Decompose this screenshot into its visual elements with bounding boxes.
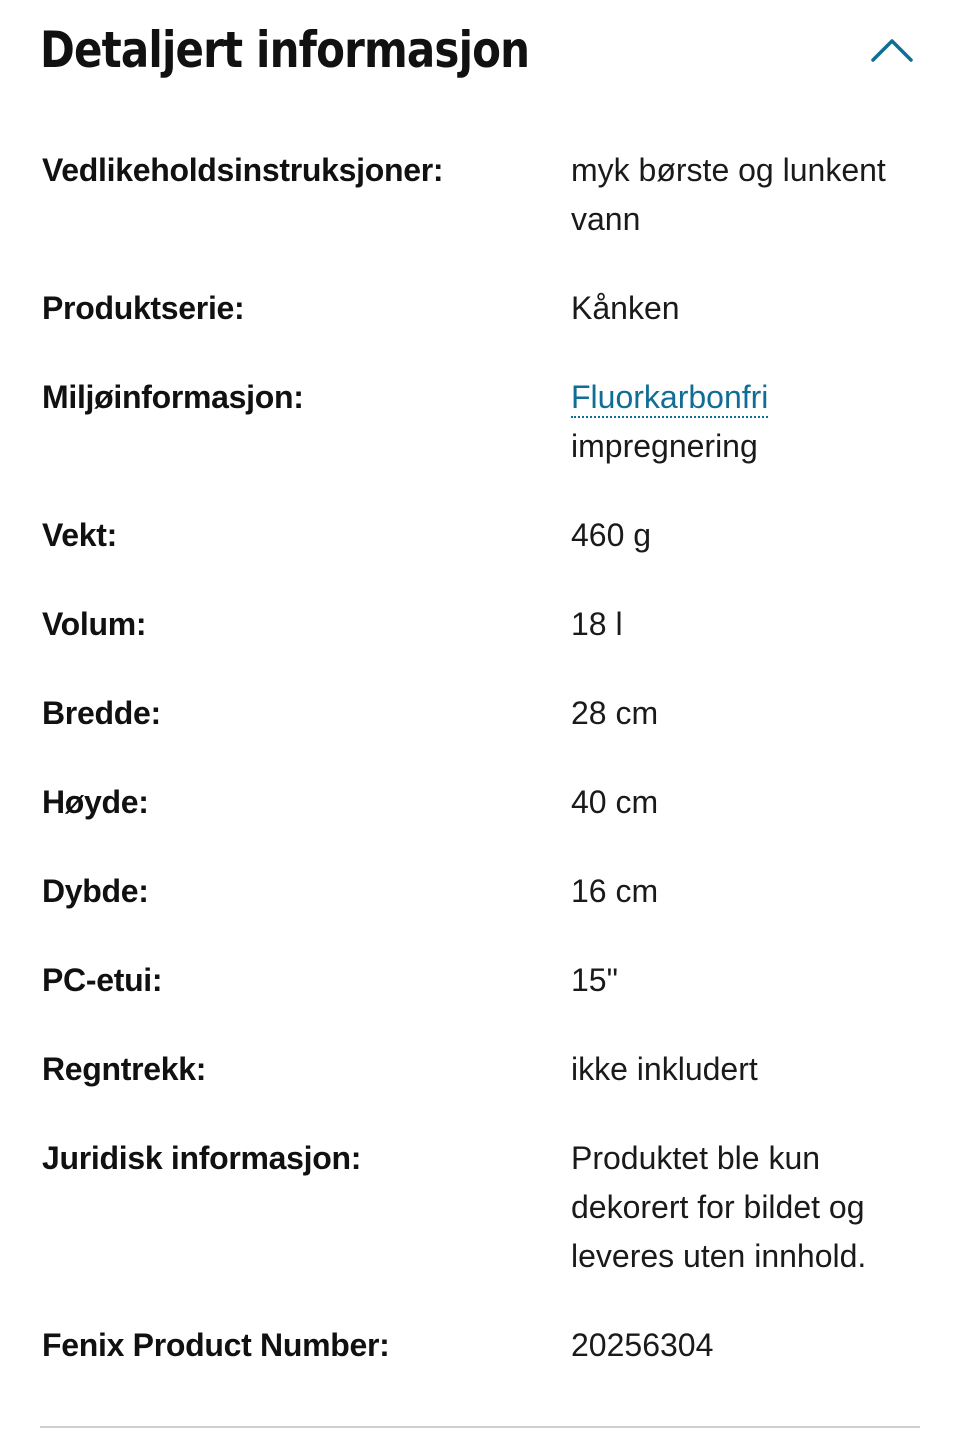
spec-value: 40 cm: [571, 784, 659, 820]
section-title: Detaljert informasjon: [40, 21, 530, 79]
spec-row-environment: [42, 373, 920, 511]
collapse-toggle[interactable]: [868, 26, 916, 74]
spec-value: 18 l: [571, 606, 623, 642]
spec-row-height: [42, 778, 920, 867]
spec-value: 16 cm: [571, 873, 659, 909]
spec-value: 15": [571, 962, 618, 998]
spec-row-series: [42, 284, 920, 373]
spec-value: Produktet ble kun dekorert for bildet og leveres uten innhold.: [571, 1140, 867, 1274]
spec-value: [571, 373, 920, 471]
spec-row-laptop-sleeve: [42, 956, 920, 1045]
spec-row-depth: [42, 867, 920, 956]
spec-row-weight: [42, 511, 920, 600]
spec-label: Vekt:: [42, 517, 117, 553]
spec-value-text: impregnering: [571, 428, 758, 464]
fluorocarbon-free-link[interactable]: Fluorkarbonfri: [571, 379, 768, 418]
spec-row-volume: [42, 600, 920, 689]
spec-label: PC-etui:: [42, 962, 163, 998]
spec-value: 20256304: [571, 1327, 714, 1363]
spec-row-care: [42, 146, 920, 284]
chevron-up-icon: [870, 37, 914, 63]
spec-label: Regntrekk:: [42, 1051, 207, 1087]
spec-label: Produktserie:: [42, 290, 245, 326]
section-divider: [40, 1426, 920, 1428]
spec-label: Miljøinformasjon:: [42, 379, 304, 415]
spec-label: Vedlikeholdsinstruksjoner:: [42, 152, 444, 188]
spec-value: Kånken: [571, 290, 680, 326]
spec-row-width: [42, 689, 920, 778]
spec-value: 460 g: [571, 517, 652, 553]
spec-row-product-number: [42, 1321, 920, 1410]
spec-list: [42, 146, 920, 1410]
spec-label: Juridisk informasjon:: [42, 1140, 362, 1176]
spec-value: myk børste og lunkent vann: [571, 152, 886, 237]
spec-value: 28 cm: [571, 695, 659, 731]
spec-row-legal: [42, 1134, 920, 1321]
spec-row-rain-cover: [42, 1045, 920, 1134]
spec-label: Høyde:: [42, 784, 149, 820]
section-header[interactable]: [40, 14, 920, 86]
spec-label: Volum:: [42, 606, 147, 642]
spec-label: Dybde:: [42, 873, 149, 909]
spec-label: Bredde:: [42, 695, 161, 731]
spec-value: ikke inkludert: [571, 1051, 758, 1087]
spec-label: Fenix Product Number:: [42, 1327, 390, 1363]
